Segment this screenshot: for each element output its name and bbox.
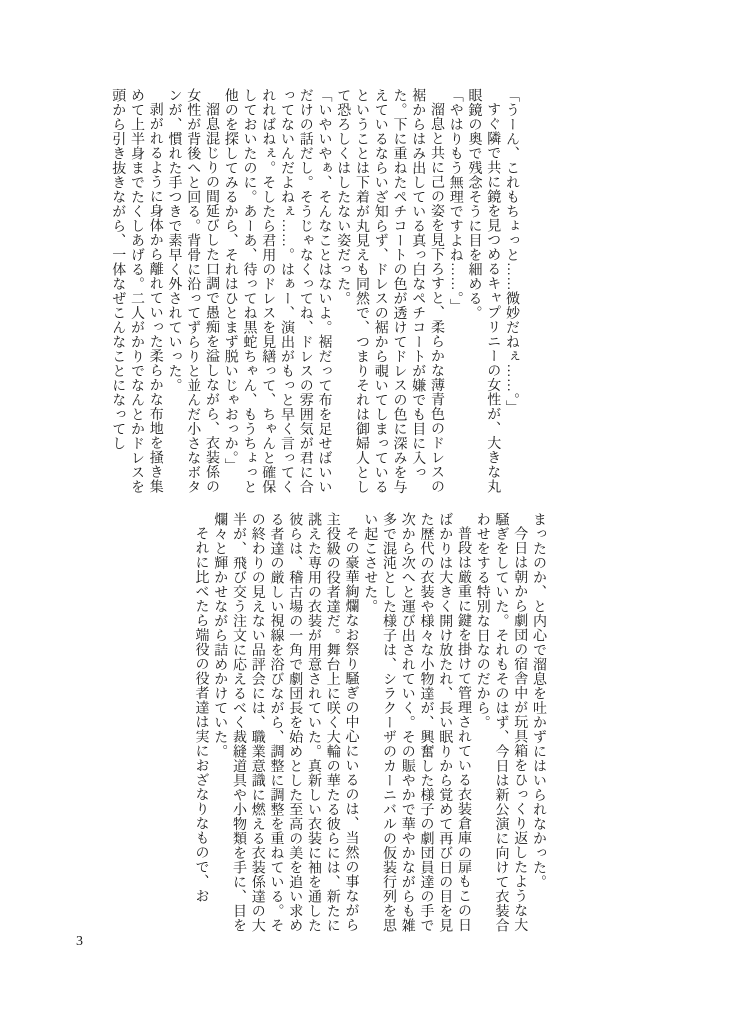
paragraph: すぐ隣で共に鏡を見つめるキャプリニーの女性が、大きな丸眼鏡の奥で残念そうに目を細める。 bbox=[466, 88, 501, 494]
dialogue-line: 「やはりもう無理ですよね……。」 bbox=[447, 88, 463, 313]
text-block-top bbox=[78, 88, 520, 504]
page-number: 3 bbox=[76, 934, 83, 949]
paragraph: 溜息と共に己の姿を見下ろすと、柔らかな薄青色のドレスの裾からはみ出している真っ白なペチコートが嫌でも目に入った。下に重ねたペチコートの色が透けてドレスの色に深みを与えているならいざ知らず、ドレスの裾から覗いてしまっているということは下着が丸見えも同然で、つまりそれは御婦人として恐ろしくはしたない姿だった。 bbox=[335, 88, 444, 494]
paragraph: 普段は厳重に鍵を掛けて管理されている衣装倉庫の扉もこの日ばかりは大きく開け放たれ、長い眠りから覚めて再び日の目を見た歴代の衣装や様々な小物達が、興奮した様子の劇団員達の手で次から次へと運び出されていく。その賑やかで華やかながらも雑多で混沌とした様子は、シラクーザのカーニバルの仮装行列を思い起こさせた。 bbox=[362, 512, 471, 933]
text-block-bottom bbox=[103, 512, 547, 936]
dialogue-line: 「いやいやぁ、そんなことはないよ。裾だって布を足せばいいだけの話だし。そうじゃなくってね、ドレスの雰囲気が君に合ってないんだよねぇ……。はぁー、演出がもっと早く言ってくれればねぇ。そしたら君用のドレスを見繕って、ちゃんと確保しておいたのに。あーあ、待ってね黒蛇ちゃん、もうちょっと他のを探してみるから、それはひとまず脱いじゃおっか。」 bbox=[222, 88, 332, 494]
dialogue-line: 「うーん、これもちょっと……微妙だねぇ……。」 bbox=[504, 88, 519, 415]
paragraph: その豪華絢爛なお祭り騒ぎの中心にいるのは、当然の事ながら主役級の役者達だ。舞台上に咲く大輪の華たる彼らには、新たに誂えた専用の衣装が用意されていた。真新しい衣装に袖を通した彼らは、稽古場の一角で劇団長を始めとした至高の美を追い求める者達の厳しい視線を浴びながら、調整に調整を重ねている。その終わりの見えない品評会には、職業意識に燃える衣装係達の大半が、飛び交う注文に応えるべく裁縫道具や小物類を手に、目を爛々と輝かせながら詰めかけていた。 bbox=[212, 512, 359, 933]
paragraph: それに比べたら端役の役者達は実におざなりなもので、お bbox=[193, 526, 209, 903]
paragraph: 溜息混じりの間延びした口調で愚痴を溢しながら、衣装係の女性が背後へと回る。背骨に沿ってずらりと並んだ小さなボタンが、慣れた手つきで素早く外されていった。 bbox=[166, 88, 219, 494]
paragraph: 剥がれるように身体から離れていった柔らかな布地を掻き集めて上半身までたくしあげる。二人がかりでなんとかドレスを頭から引き抜きながら、一体なぜこんなことになってし bbox=[110, 88, 163, 494]
paragraph: 今日は朝から劇団の宿舎中が玩具箱をひっくり返したような大騒ぎをしていた。それもそのはず、今日は新公演に向けて衣装合わせをする特別な日なのだから。 bbox=[474, 512, 528, 933]
paragraph: まったのか、と内心で溜息を吐かずにはいられなかった。 bbox=[531, 512, 546, 889]
